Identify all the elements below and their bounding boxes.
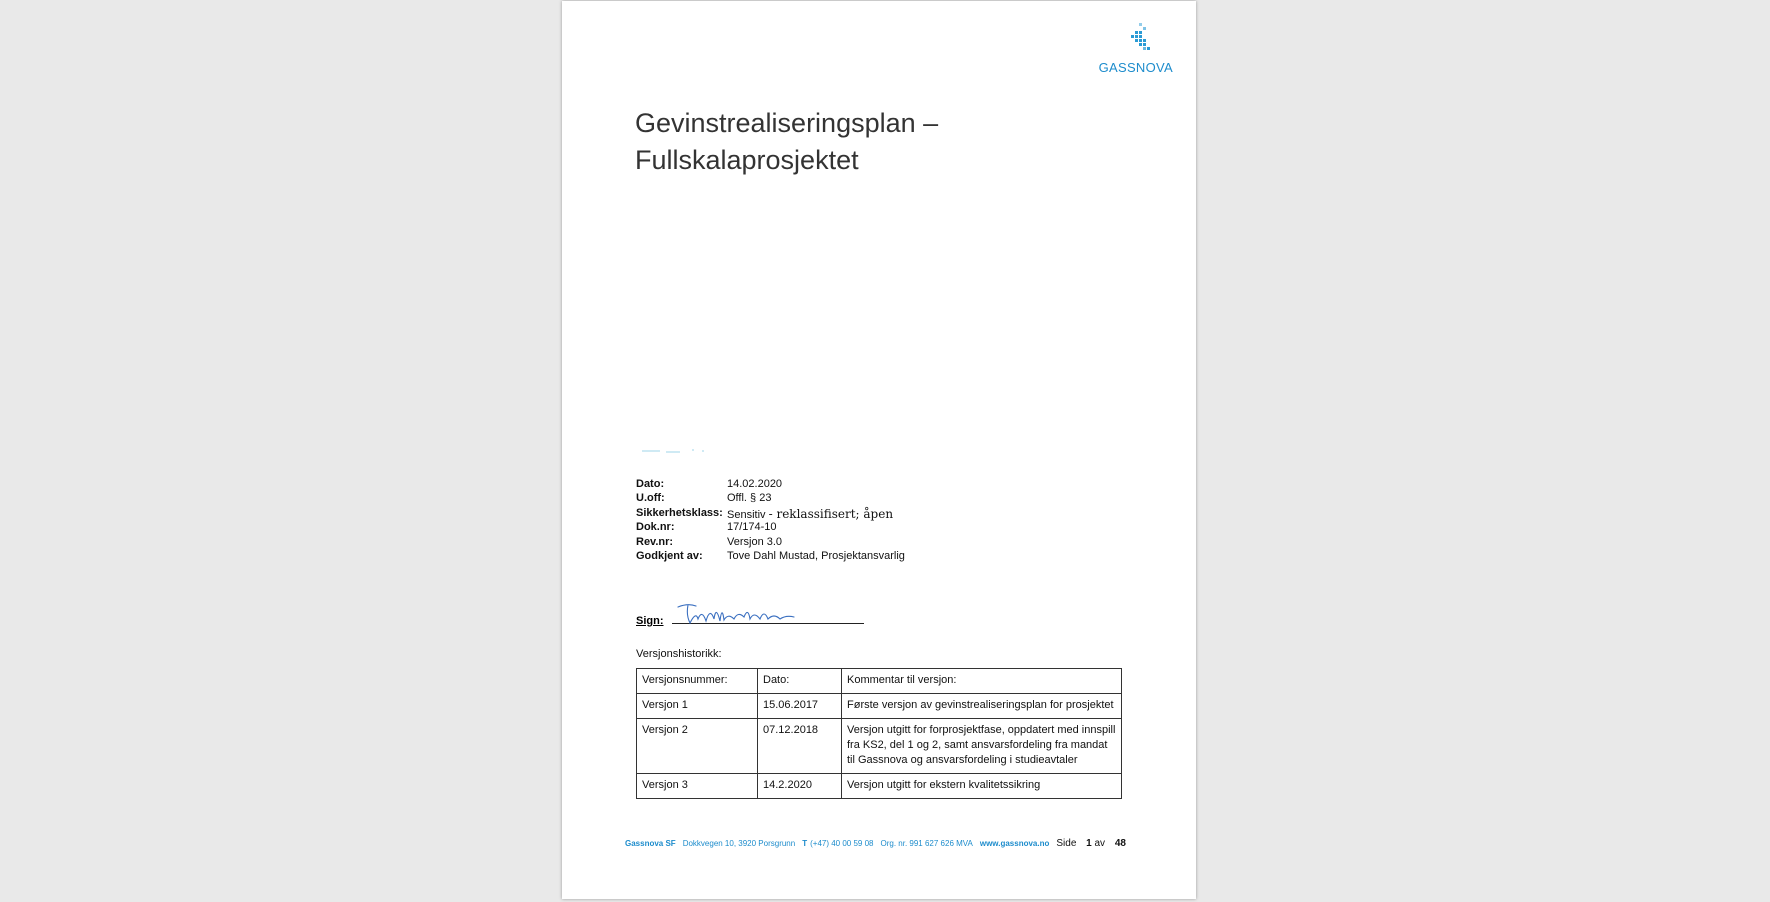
table-cell: Første versjon av gevinstrealiseringsplan for prosjektet	[842, 694, 1122, 719]
table-cell: Versjon 1	[637, 694, 758, 719]
footer-phone-label: T	[802, 839, 808, 848]
table-cell: Versjon utgitt for ekstern kvalitetssikring	[842, 774, 1122, 799]
table-cell: Versjon utgitt for forprosjektfase, oppdatert med innspill fra KS2, del 1 og 2, samt ansvarsfordeling fra mandat til Gassnova og ansvarsfordeling i studieavtaler	[842, 719, 1122, 774]
gassnova-logo-icon	[1121, 23, 1151, 55]
table-row	[637, 719, 1122, 774]
document-title	[635, 105, 938, 179]
version-history-table	[636, 668, 1122, 799]
handwritten-annotation: - reklassifisert; åpen	[768, 506, 894, 521]
meta-row-doc-number	[636, 521, 905, 535]
table-cell: 14.2.2020	[758, 774, 842, 799]
signature-block	[636, 605, 864, 627]
page-footer	[625, 838, 1126, 849]
meta-value	[727, 507, 893, 521]
meta-row-date	[636, 478, 905, 492]
meta-value: Versjon 3.0	[727, 535, 783, 548]
page-prefix: Side	[1056, 838, 1077, 849]
footer-company: Gassnova SF	[625, 839, 676, 848]
footer-phone: (+47) 40 00 59 08	[810, 839, 874, 848]
meta-value: 14.02.2020	[727, 478, 783, 490]
security-class-value: Sensitiv	[727, 508, 766, 521]
page-number	[1056, 838, 1126, 849]
document-metadata	[636, 478, 905, 564]
table-cell: 15.06.2017	[758, 694, 842, 719]
meta-row-uoff	[636, 492, 905, 506]
title-line-1: Gevinstrealiseringsplan –	[635, 108, 939, 138]
meta-label: Godkjent av:	[636, 549, 703, 562]
footer-address: Dokkvegen 10, 3920 Porsgrunn	[682, 839, 796, 848]
table-cell: 07.12.2018	[758, 719, 842, 774]
handwritten-signature	[676, 601, 804, 627]
meta-label: Sikkerhetsklass:	[636, 506, 723, 519]
footer-website-link[interactable]: www.gassnova.no	[979, 839, 1050, 848]
title-line-2: Fullskalaprosjektet	[635, 145, 859, 175]
version-history-title: Versjonshistorikk:	[636, 648, 722, 660]
logo-text: GASSNOVA	[1098, 60, 1173, 75]
document-page	[562, 1, 1196, 899]
meta-label: U.off:	[636, 492, 665, 505]
table-row	[637, 774, 1122, 799]
gassnova-logo	[1093, 19, 1173, 79]
page-total: 48	[1114, 838, 1126, 849]
page-current: 1	[1086, 838, 1092, 849]
page-separator: av	[1094, 838, 1106, 849]
footer-org-number: Org. nr. 991 627 626 MVA	[880, 839, 973, 848]
table-header-cell: Dato:	[758, 669, 842, 694]
table-header-cell: Versjonsnummer:	[637, 669, 758, 694]
meta-label: Dok.nr:	[636, 521, 675, 534]
table-row	[637, 694, 1122, 719]
meta-label: Dato:	[636, 478, 665, 490]
meta-value: Tove Dahl Mustad, Prosjektansvarlig	[727, 549, 905, 562]
scan-artifact	[640, 447, 720, 455]
table-cell: Versjon 3	[637, 774, 758, 799]
table-header-cell: Kommentar til versjon:	[842, 669, 1122, 694]
meta-value: Offl. § 23	[727, 492, 772, 505]
meta-row-approved-by	[636, 550, 905, 564]
table-cell: Versjon 2	[637, 719, 758, 774]
table-header-row	[637, 669, 1122, 694]
meta-label: Rev.nr:	[636, 535, 674, 548]
sign-label: Sign:	[636, 615, 664, 627]
meta-row-revision	[636, 536, 905, 550]
meta-row-security-class	[636, 507, 905, 521]
meta-value: 17/174-10	[727, 521, 777, 534]
